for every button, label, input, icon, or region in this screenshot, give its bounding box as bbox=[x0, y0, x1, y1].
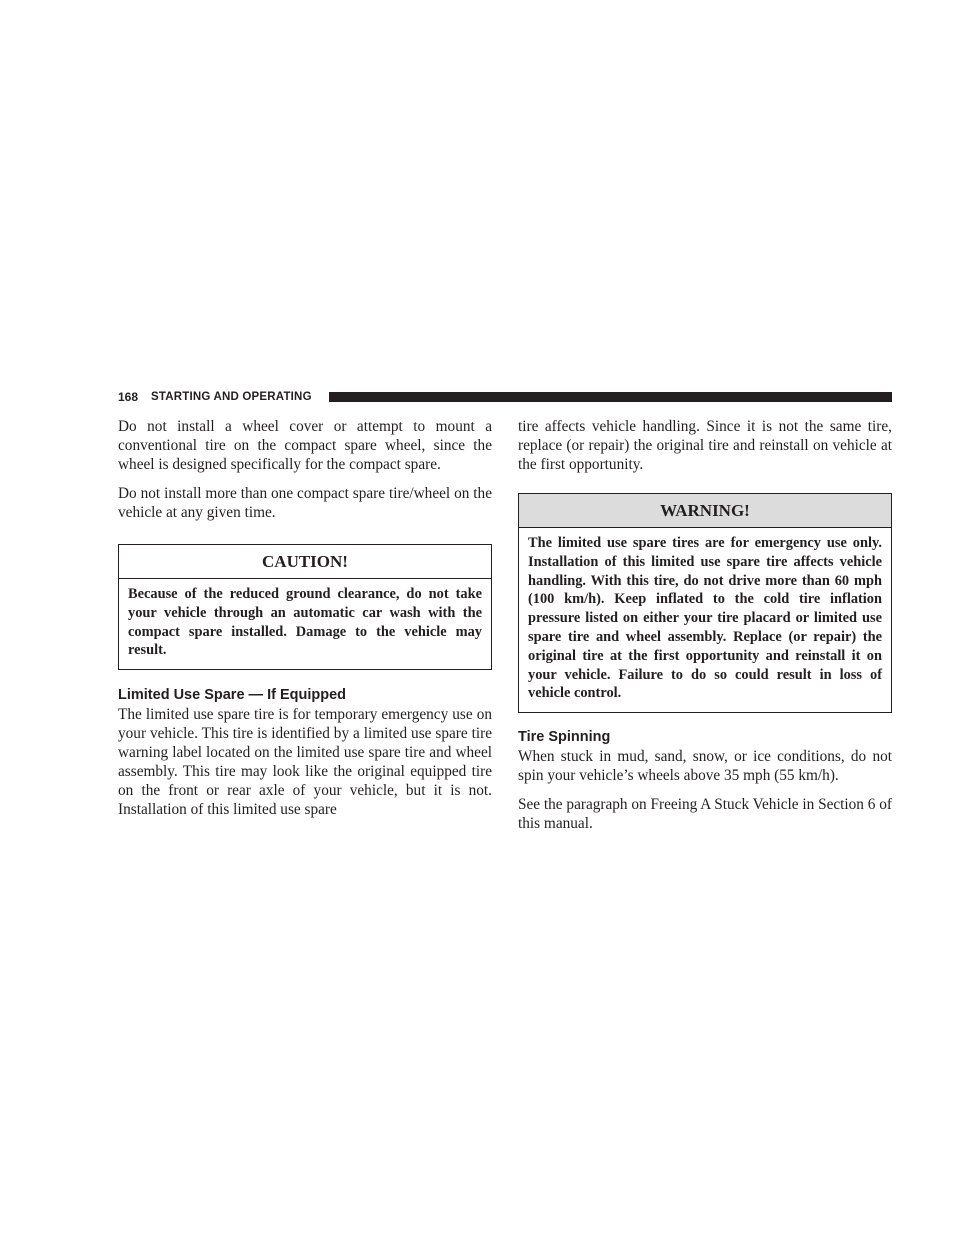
caution-text: Because of the reduced ground clearance, do not take your vehicle through an automatic car wash with the compact spare installed. Damage to the vehicle may result. bbox=[128, 586, 482, 659]
tire-spinning-paragraph: When stuck in mud, sand, snow, or ice conditions, do not spin your vehicle’s wheels above 35 mph (55 km/h). bbox=[518, 748, 892, 785]
tire-spinning-heading: Tire Spinning bbox=[518, 729, 611, 746]
header-rule-bar bbox=[329, 392, 892, 402]
paragraph-continued: tire affects vehicle handling. Since it is not the same tire, replace (or repair) the original tire and reinstall on vehicle at the first opportunity. bbox=[518, 418, 892, 473]
warning-text: The limited use spare tires are for emergency use only. Installation of this limited use spare tire affects vehicle handling. With this tire, do not drive more than 60 mph (100 km/h). Keep inflated to the cold tire inflation pressure listed on either your tire placard or limited use spare tire and wheel assembly. Replace (or repair) the original tire at the first opportunity and reinstall it on your vehicle. Failure to do so could result in loss of vehicle control. bbox=[528, 535, 882, 702]
paragraph-wheel-cover: Do not install a wheel cover or attempt to mount a conventional tire on the compact spare wheel, since the wheel is designed specifically for the compact spare. bbox=[118, 418, 492, 473]
freeing-stuck-vehicle-paragraph: See the paragraph on Freeing A Stuck Vehicle in Section 6 of this manual. bbox=[518, 796, 892, 833]
limited-use-spare-heading: Limited Use Spare — If Equipped bbox=[118, 687, 347, 704]
warning-title: WARNING! bbox=[519, 494, 891, 528]
warning-box bbox=[518, 493, 892, 713]
paragraph-one-spare: Do not install more than one compact spare tire/wheel on the vehicle at any given time. bbox=[118, 485, 492, 521]
left-column bbox=[118, 417, 492, 829]
limited-use-spare-text: The limited use spare tire is for temporary emergency use on your vehicle. This tire is identified by a limited use spare tire warning label located on the limited use spare tire and wheel assembly. This tire may look like the original equipped tire on the front or rear axle of your vehicle, but it is not. Installation of this limited use spare bbox=[118, 706, 492, 819]
page-number: 168 bbox=[118, 390, 139, 404]
caution-box bbox=[118, 544, 492, 670]
page-header bbox=[118, 389, 892, 405]
caution-title: CAUTION! bbox=[119, 545, 491, 579]
section-title: STARTING AND OPERATING bbox=[151, 391, 312, 403]
right-column bbox=[518, 417, 892, 843]
